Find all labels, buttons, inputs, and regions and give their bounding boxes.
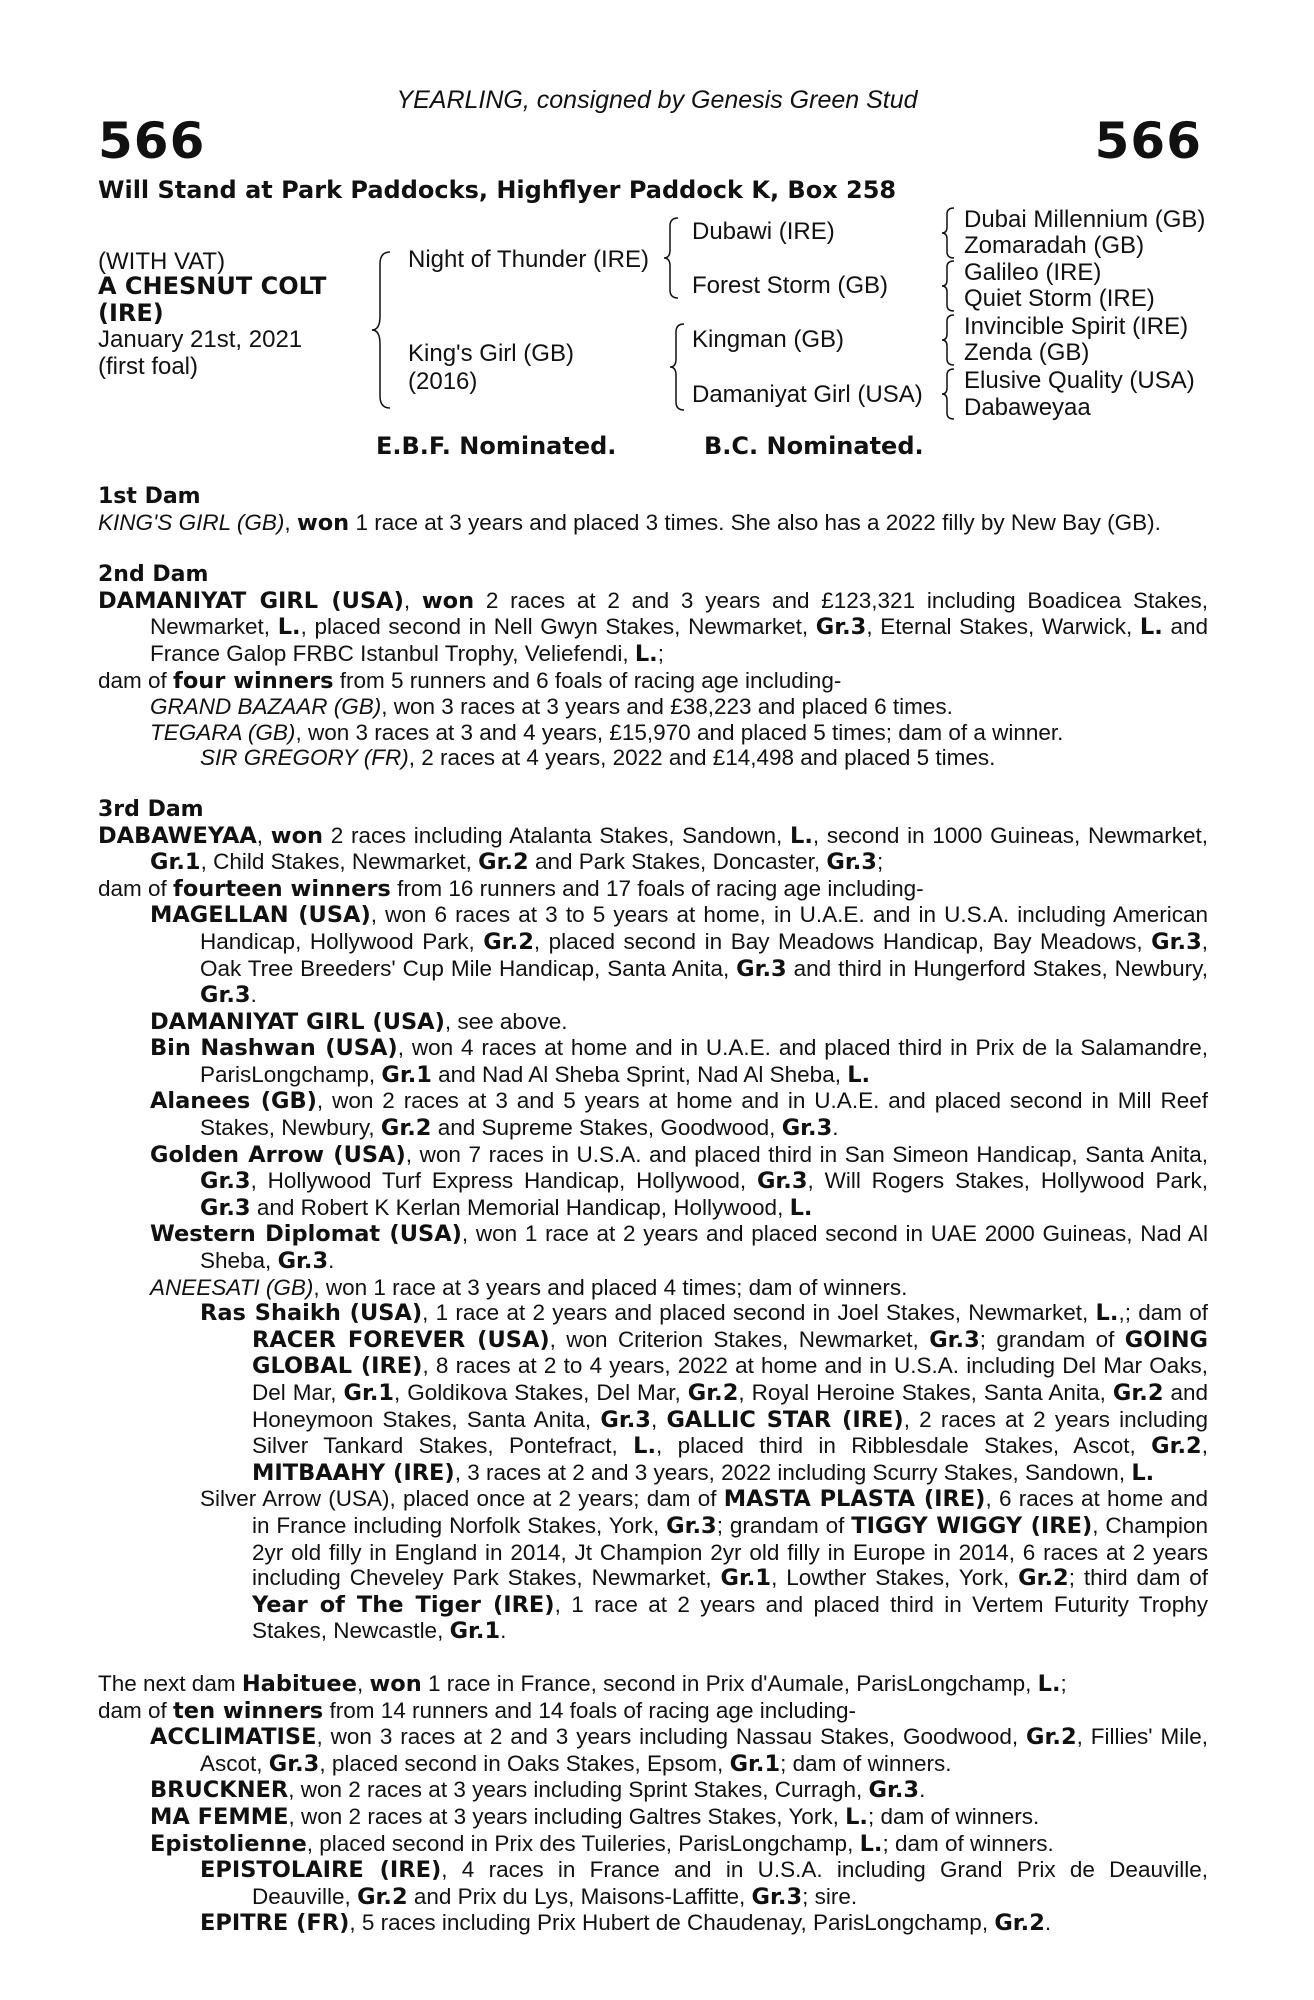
- catalogue-body: [98, 484, 1208, 1937]
- third-dam-entry: DABAWEYAA, won 2 races including Atalanta Stakes, Sandown, L., second in 1000 Guineas, Newmarket, Gr.1, Child Stakes, Newmarket, Gr.2 and Park Stakes, Doncaster, Gr.3;: [98, 822, 1208, 876]
- brace-g34: [940, 259, 956, 313]
- second-dam-entry: DAMANIYAT GIRL (USA), won 2 races at 2 and 3 years and £123,321 including Boadicea Stakes, Newmarket, L., placed second in Nell Gwyn Stakes, Newmarket, Gr.3, Eternal Stakes, Warwick, L. and France Galop FRBC Istanbul Trophy, Veliefendi, L.;: [98, 587, 1208, 667]
- lot-number-left: 566: [98, 112, 206, 170]
- produce-magellan: MAGELLAN (USA), won 6 races at 3 to 5 years at home, in U.A.E. and in U.S.A. including American Handicap, Hollywood Park, Gr.2, placed second in Bay Meadows Handicap, Bay Meadows, Gr.3, Oak Tree Breeders' Cup Mile Handicap, Santa Anita, Gr.3 and third in Hungerford Stakes, Newbury, Gr.3.: [150, 902, 1209, 1009]
- produce-aneesati: ANEESATI (GB), won 1 race at 3 years and placed 4 times; dam of winners.: [150, 1274, 908, 1300]
- produce-silver-arrow: Silver Arrow (USA), placed once at 2 years; dam of MASTA PLASTA (IRE), 6 races at home and in France including Norfolk Stakes, York, Gr.3; grandam of TIGGY WIGGY (IRE), Champion 2yr old filly in England in 2014, Jt Champion 2yr old filly in Europe in 2014, 6 races at 2 years including Cheveley Park Stakes, Newmarket, Gr.1, Lowther Stakes, York, Gr.2; third dam of Year of The Tiger (IRE), 1 race at 2 years and placed third in Vertem Futurity Trophy Stakes, Newcastle, Gr.1.: [200, 1486, 1209, 1645]
- produce-epistolaire: EPISTOLAIRE (IRE), 4 races in France and in U.S.A. including Grand Prix de Deauville, Deauville, Gr.2 and Prix du Lys, Maisons-Laffitte, Gr.3; sire.: [200, 1857, 1208, 1910]
- dam: King's Girl (GB): [408, 340, 574, 367]
- dam-dam: Damaniyat Girl (USA): [692, 381, 923, 408]
- produce-grand-bazaar: GRAND BAZAAR (GB), won 3 races at 3 years and £38,223 and placed 6 times.: [150, 694, 953, 720]
- brace-g12: [940, 206, 956, 260]
- produce-ras-shaikh: Ras Shaikh (USA), 1 race at 2 years and placed second in Joel Stakes, Newmarket, L.,; dam of RACER FOREVER (USA), won Criterion Stakes, Newmarket, Gr.3; grandam of GOING GLOBAL (IRE), 8 races at 2 to 4 years, 2022 at home and in U.S.A. including Del Mar Oaks, Del Mar, Gr.1, Goldikova Stakes, Del Mar, Gr.2, Royal Heroine Stakes, Santa Anita, Gr.2 and Honeymoon Stakes, Santa Anita, Gr.3, GALLIC STAR (IRE), 2 races at 2 years including Silver Tankard Stakes, Pontefract, L., placed third in Ribblesdale Stakes, Ascot, Gr.2, MITBAAHY (IRE), 3 races at 2 and 3 years, 2022 including Scurry Stakes, Sandown, L.: [200, 1300, 1209, 1486]
- second-dam-produce: dam of four winners from 5 runners and 6 foals of racing age including-: [98, 667, 842, 694]
- produce-alanees: Alanees (GB), won 2 races at 3 and 5 years at home and in U.A.E. and placed second in Mill Reef Stakes, Newbury, Gr.2 and Supreme Stakes, Goodwood, Gr.3.: [150, 1088, 1208, 1142]
- produce-epistolienne: Epistolienne, placed second in Prix des Tuileries, ParisLongchamp, L.; dam of winners.: [150, 1830, 1054, 1857]
- stand-location: Will Stand at Park Paddocks, Highflyer Paddock K, Box 258: [98, 176, 897, 204]
- dam-year: (2016): [408, 368, 478, 395]
- foaling-date: January 21st, 2021: [98, 326, 303, 353]
- first-dam-entry: KING'S GIRL (GB), won 1 race at 3 years and placed 3 times. She also has a 2022 filly by New Bay (GB).: [98, 509, 1161, 536]
- sire-dam: Forest Storm (GB): [692, 272, 889, 299]
- first-dam-heading: 1st Dam: [98, 484, 201, 509]
- produce-tegara: TEGARA (GB), won 3 races at 3 and 4 years, £15,970 and placed 5 times; dam of a winner.: [150, 719, 1064, 745]
- horse-name: A CHESNUT COLT: [98, 272, 327, 300]
- main-brace: [370, 250, 392, 410]
- second-dam-heading: 2nd Dam: [98, 562, 209, 588]
- brace-g56: [940, 313, 956, 367]
- grandsire-7: Elusive Quality (USA): [964, 367, 1195, 394]
- next-dam-entry: The next dam Habituee, won 1 race in France, second in Prix d'Aumale, ParisLongchamp, L.;: [98, 1670, 1067, 1697]
- bc-nominated: B.C. Nominated.: [704, 432, 924, 460]
- grandsire-3: Galileo (IRE): [964, 259, 1102, 286]
- produce-sir-gregory: SIR GREGORY (FR), 2 races at 4 years, 2022 and £14,498 and placed 5 times.: [200, 745, 996, 771]
- produce-ma-femme: MA FEMME, won 2 races at 3 years including Galtres Stakes, York, L.; dam of winners.: [150, 1803, 1040, 1830]
- sire-brace: [662, 216, 680, 300]
- dam-brace: [668, 322, 686, 412]
- produce-western-diplomat: Western Diplomat (USA), won 1 race at 2 years and placed second in UAE 2000 Guineas, Nad Al Sheba, Gr.3.: [150, 1221, 1208, 1275]
- granddam-2: Zomaradah (GB): [964, 232, 1145, 259]
- produce-epitre: EPITRE (FR), 5 races including Prix Hubert de Chaudenay, ParisLongchamp, Gr.2.: [200, 1910, 1052, 1937]
- produce-golden-arrow: Golden Arrow (USA), won 7 races in U.S.A. and placed third in San Simeon Handicap, Santa Anita, Gr.3, Hollywood Turf Express Handicap, Hollywood, Gr.3, Will Rogers Stakes, Hollywood Park, Gr.3 and Robert K Kerlan Memorial Handicap, Hollywood, L.: [150, 1141, 1208, 1221]
- produce-bin-nashwan: Bin Nashwan (USA), won 4 races at home and in U.A.E. and placed third in Prix de la Salamandre, ParisLongchamp, Gr.1 and Nad Al Sheba Sprint, Nad Al Sheba, L.: [150, 1035, 1208, 1088]
- third-dam-produce: dam of fourteen winners from 16 runners and 17 foals of racing age including-: [98, 875, 924, 902]
- dam-sire: Kingman (GB): [692, 326, 845, 353]
- granddam-6: Zenda (GB): [964, 339, 1090, 366]
- granddam-4: Quiet Storm (IRE): [964, 285, 1155, 312]
- ebf-nominated: E.B.F. Nominated.: [376, 432, 617, 460]
- produce-damaniyat-girl: DAMANIYAT GIRL (USA), see above.: [150, 1008, 568, 1035]
- brace-g78: [940, 367, 956, 421]
- lot-number-right: 566: [1094, 112, 1202, 170]
- foal-note: (first foal): [98, 353, 199, 380]
- next-dam-produce: dam of ten winners from 14 runners and 14 foals of racing age including-: [98, 1697, 857, 1724]
- granddam-8: Dabaweyaa: [964, 394, 1091, 421]
- produce-acclimatise: ACCLIMATISE, won 3 races at 2 and 3 years including Nassau Stakes, Goodwood, Gr.2, Fillies' Mile, Ascot, Gr.3, placed second in Oaks Stakes, Epsom, Gr.1; dam of winners.: [150, 1724, 1208, 1777]
- horse-country: (IRE): [98, 299, 164, 327]
- sire-sire: Dubawi (IRE): [692, 218, 835, 245]
- third-dam-heading: 3rd Dam: [98, 796, 204, 822]
- grandsire-1: Dubai Millennium (GB): [964, 206, 1206, 233]
- sire: Night of Thunder (IRE): [408, 246, 649, 273]
- vat-note: (WITH VAT): [98, 248, 226, 275]
- consigned-by: YEARLING, consigned by Genesis Green Stud: [396, 86, 918, 114]
- grandsire-5: Invincible Spirit (IRE): [964, 313, 1189, 340]
- produce-bruckner: BRUCKNER, won 2 races at 3 years including Sprint Stakes, Curragh, Gr.3.: [150, 1777, 926, 1804]
